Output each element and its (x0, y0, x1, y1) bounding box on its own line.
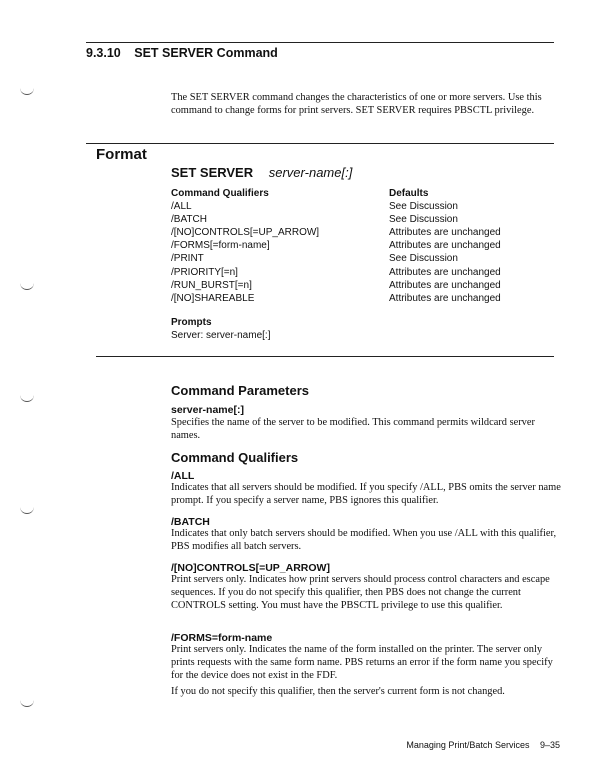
qualifier-default: See Discussion (389, 253, 458, 265)
qualifier-description: Indicates that all servers should be modified. If you specify /ALL, PBS omits the server name prompt. If you specify a server name, PBS ignores this qualifier. (171, 482, 561, 506)
qualifier-default: Attributes are unchanged (389, 240, 501, 252)
qualifier-default: See Discussion (389, 201, 458, 213)
top-rule (86, 42, 554, 43)
command-keyword: SET SERVER (171, 165, 254, 180)
page-footer (406, 740, 560, 750)
command-syntax (171, 165, 352, 180)
qualifier-name: /PRINT (171, 253, 204, 265)
qualifier-name: /ALL (171, 201, 192, 213)
prompts-header: Prompts (171, 317, 212, 328)
qualifier-name: /BATCH (171, 214, 207, 226)
footer-text: Managing Print/Batch Services (406, 740, 530, 750)
section-heading (86, 46, 278, 60)
defaults-column (389, 187, 501, 305)
qualifier-description: Print servers only. Indicates the name of the form installed on the printer. The server only prints requests with the same form name. PBS returns an error if the form name you specify for the device does not exist in the FDF. (171, 644, 553, 681)
qualifier-name: /FORMS[=form-name] (171, 240, 270, 252)
qualifiers-header: Command Qualifiers (171, 188, 269, 199)
qualifier-closing-note: If you do not specify this qualifier, then the server's current form is not changed. (171, 686, 505, 697)
qualifier-name: /RUN_BURST[=n] (171, 279, 252, 291)
qualifier-name: /PRIORITY[=n] (171, 266, 238, 278)
parameter-description: Specifies the name of the server to be modified. This command permits wildcard server names. (171, 417, 535, 441)
parameter-name: server-name[:] (171, 404, 244, 416)
page-number: 9–35 (539, 740, 560, 750)
margin-mark (20, 88, 34, 95)
section-title: SET SERVER Command (134, 46, 278, 60)
qualifier-description: Indicates that only batch servers should be modified. When you use /ALL with this qualifier, PBS modifies all batch servers. (171, 528, 557, 552)
section-number: 9.3.10 (86, 46, 121, 60)
qualifier-default: Attributes are unchanged (389, 227, 501, 239)
qualifier-default: Attributes are unchanged (389, 292, 501, 304)
section-intro: The SET SERVER command changes the characteristics of one or more servers. Use this command to change forms for print servers. SET SERVER requires PBSCTL privilege. (171, 92, 542, 116)
qualifier-name: /[NO]CONTROLS[=UP_ARROW] (171, 227, 320, 239)
parameters-rule (96, 356, 554, 357)
margin-mark (20, 283, 34, 290)
prompts-block (171, 316, 270, 342)
defaults-header: Defaults (389, 188, 429, 199)
prompts-text: Server: server-name[:] (171, 330, 271, 342)
margin-mark (20, 395, 34, 402)
qualifier-heading: /ALL (171, 470, 195, 482)
format-rule (86, 143, 554, 144)
qualifier-heading: /[NO]CONTROLS[=UP_ARROW] (171, 562, 330, 574)
margin-mark (20, 700, 34, 707)
format-title: Format (96, 146, 147, 163)
qualifiers-title: Command Qualifiers (171, 450, 299, 465)
command-argument: server-name[:] (268, 165, 353, 180)
qualifier-default: Attributes are unchanged (389, 266, 501, 278)
qualifier-name: /[NO]SHAREABLE (171, 292, 255, 304)
margin-mark (20, 507, 34, 514)
qualifiers-column (171, 187, 319, 305)
qualifier-default: See Discussion (389, 214, 458, 226)
qualifier-description: Print servers only. Indicates how print servers should process control characters and escape sequences. If you do not specify this qualifier, then PBS does not change the current CONTROLS setting. You must have the PBSCTL privilege to use this qualifier. (171, 574, 550, 611)
qualifier-default: Attributes are unchanged (389, 279, 501, 291)
qualifier-heading: /BATCH (171, 516, 210, 528)
parameters-title: Command Parameters (171, 383, 309, 398)
qualifier-heading: /FORMS=form-name (171, 632, 273, 644)
